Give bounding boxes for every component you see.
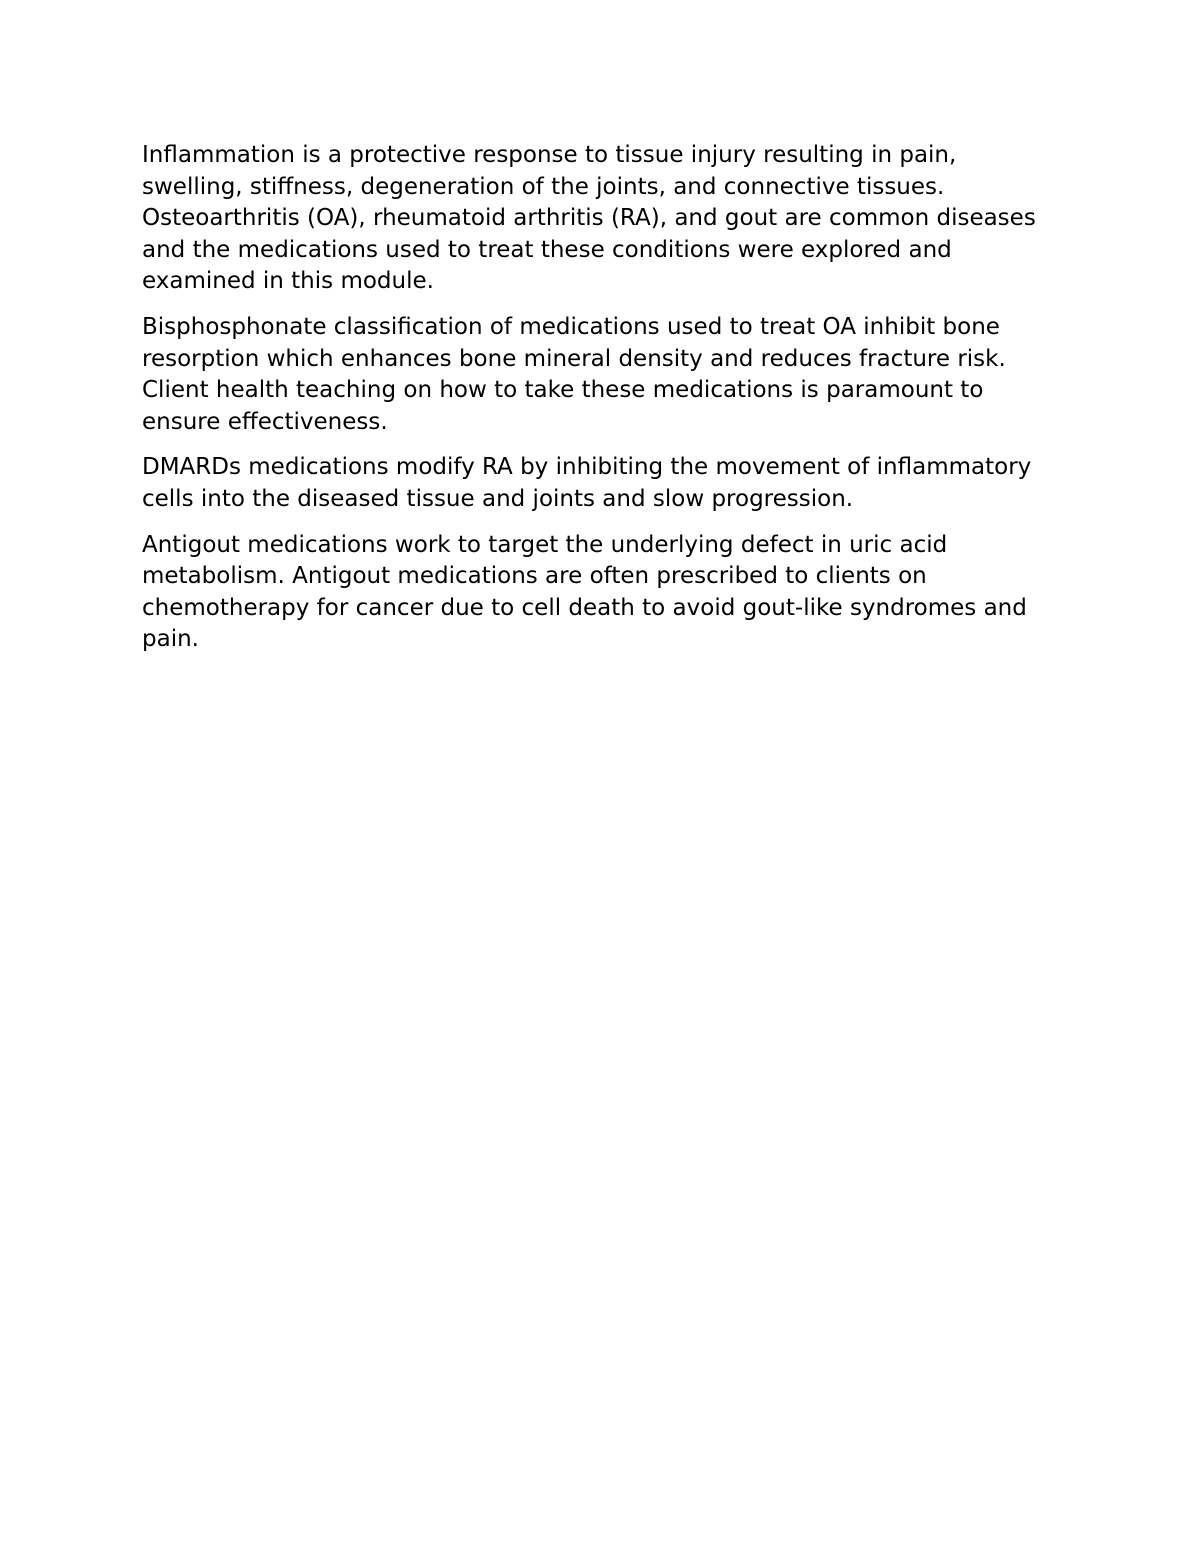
text-line: Inflammation is a protective response to tissue injury resulting in pain, bbox=[142, 142, 957, 168]
text-line: chemotherapy for cancer due to cell death to avoid gout-like syndromes and bbox=[142, 594, 1027, 621]
paragraph-inflammation-overview bbox=[142, 140, 1072, 298]
text-line: DMARDs medications modify RA by inhibiting the movement of inflammatory bbox=[142, 454, 1032, 481]
text-line: resorption which enhances bone mineral density and reduces fracture risk. bbox=[142, 345, 1006, 372]
paragraph-antigout bbox=[142, 530, 1072, 656]
text-line: pain. bbox=[142, 626, 199, 653]
text-line: and the medications used to treat these conditions were explored and bbox=[142, 236, 952, 263]
text-line: metabolism. Antigout medications are often prescribed to clients on bbox=[142, 563, 927, 590]
text-line: Bisphosphonate classification of medications used to treat OA inhibit bone bbox=[142, 313, 1000, 340]
text-line: swelling, stiffness, degeneration of the joints, and connective tissues. bbox=[142, 173, 945, 200]
document-body bbox=[142, 140, 1072, 670]
text-line: Osteoarthritis (OA), rheumatoid arthritis (RA), and gout are common diseases bbox=[142, 205, 1036, 232]
text-line: cells into the diseased tissue and joints and slow progression. bbox=[142, 485, 854, 512]
text-line: Antigout medications work to target the underlying defect in uric acid bbox=[142, 531, 948, 558]
text-line: examined in this module. bbox=[142, 268, 434, 295]
text-line: ensure effectiveness. bbox=[142, 408, 388, 435]
text-line: Client health teaching on how to take these medications is paramount to bbox=[142, 377, 984, 404]
paragraph-bisphosphonates bbox=[142, 312, 1072, 438]
paragraph-dmards bbox=[142, 452, 1072, 515]
